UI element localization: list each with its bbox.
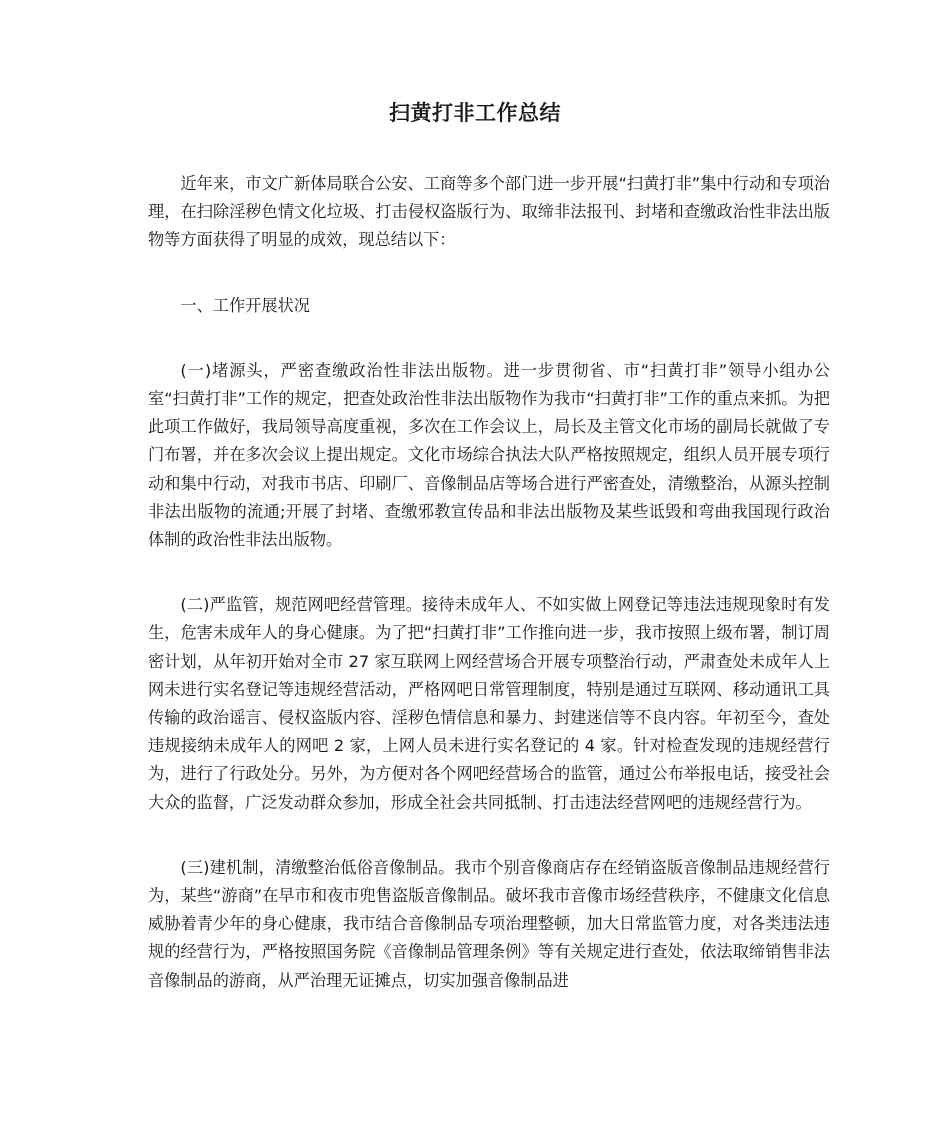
document-title: 扫黄打非工作总结 [389,101,561,125]
paragraph-item-1: (一)堵源头，严密查缴政治性非法出版物。进一步贯彻省、市“扫黄打非”领导小组办公室“扫黄打非”工作的规定，把查处政治性非法出版物作为我市“扫黄打非”工作的重点来抓。为把此项工作做好，我局领导高度重视，多次在工作会议上，局长及主管文化市场的副局长就做了专门布署，并在多次会议上提出规定。文化市场综合执法大队严格按照规定，组织人员开展专项行动和集中行动，对我市书店、印刷厂、音像制品店等场合进行严密查处，清缴整治，从源头控制非法出版物的流通;开展了封堵、查缴邪教宣传品和非法出版物及某些诋毁和弯曲我国现行政治体制的政治性非法出版物。 [148,360,830,550]
document-body [148,170,830,1032]
intro-paragraph: 近年来，市文广新体局联合公安、工商等多个部门进一步开展“扫黄打非”集中行动和专项治理，在扫除淫秽色情文化垃圾、打击侵权盗版行为、取缔非法报刊、封堵和查缴政治性非法出版物等方面获得了明显的成效，现总结以下： [148,174,830,250]
paragraph-item-2: (二)严监管，规范网吧经营管理。接待未成年人、不如实做上网登记等违法违规现象时有发生，危害未成年人的身心健康。为了把“扫黄打非”工作推向进一步，我市按照上级布署，制订周密计划，从年初开始对全市 27 家互联网上网经营场合开展专项整治行动，严肃查处未成年人上网未进行实名登记等违规经营活动，严格网吧日常管理制度，特别是通过互联网、移动通讯工具传输的政治谣言、侵权盗版内容、淫秽色情信息和暴力、封建迷信等不良内容。年初至今，查处违规接纳未成年人的网吧 2 家，上网人员未进行实名登记的 4 家。针对检查发现的违规经营行为，进行了行政处分。另外，为方便对各个网吧经营场合的监管，通过公布举报电话，接受社会大众的监督，广泛发动群众参加，形成全社会共同抵制、打击违法经营网吧的违规经营行为。 [148,595,830,812]
paragraph-item-3: (三)建机制，清缴整治低俗音像制品。我市个别音像商店存在经销盗版音像制品违规经营行为，某些“游商”在早市和夜市兜售盗版音像制品。破坏我市音像市场经营秩序，不健康文化信息威胁着青少年的身心健康，我市结合音像制品专项治理整顿，加大日常监管力度，对各类违法违规的经营行为，严格按照国务院《音像制品管理条例》等有关规定进行查处，依法取缔销售非法音像制品的游商，从严治理无证摊点，切实加强音像制品进 [148,857,830,990]
section-heading: 一、工作开展状况 [180,295,310,315]
